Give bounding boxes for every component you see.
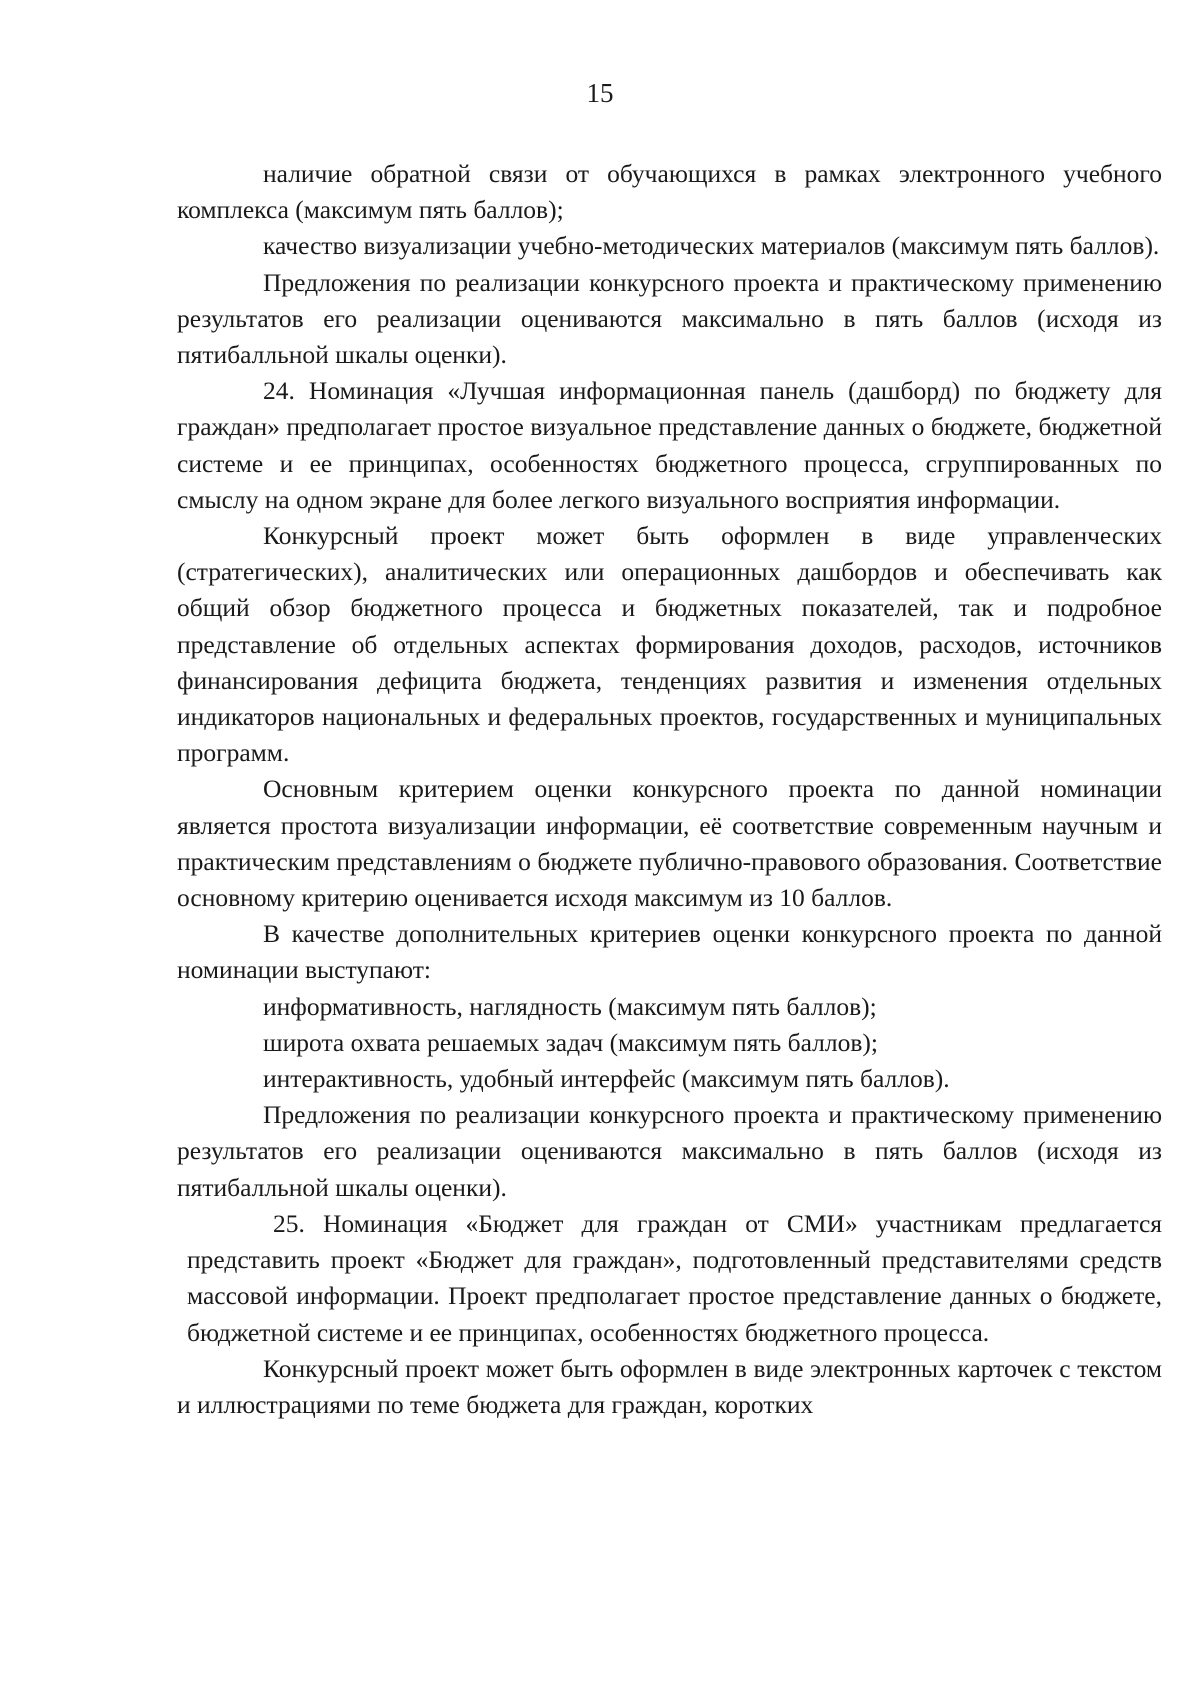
paragraph-proposals-evaluation: Предложения по реализации конкурсного проекта и практическому применению результатов его реализации оцениваются максимально в пять баллов (исходя из пятибалльной шкалы оценки). [177,267,1162,370]
paragraph-main-criterion: Основным критерием оценки конкурсного проекта по данной номинации является простота визуализации информации, её соответствие современным научным и практическим представлениям о бюджете публично-правового образования. Соответствие основному критерию оценивается исходя максимум из 10 баллов. [177,774,1162,913]
paragraph-feedback-criterion: наличие обратной связи от обучающихся в рамках электронного учебного комплекса (максимум пять баллов); [177,159,1162,225]
paragraph-media-project-format: Конкурсный проект может быть оформлен в виде электронных карточек с текстом и иллюстрациями по теме бюджета для граждан, коротких [177,1353,1162,1419]
document-body [177,156,1162,1423]
paragraph-proposals-evaluation-2: Предложения по реализации конкурсного проекта и практическому применению результатов его реализации оцениваются максимально в пять баллов (исходя из пятибалльной шкалы оценки). [177,1100,1162,1202]
paragraph-item-25-nomination: 25. Номинация «Бюджет для граждан от СМИ» участникам предлагается представить проект «Бюджет для граждан», подготовленный представителями средств массовой информации. Проект предполагает простое представление данных о бюджете, бюджетной системе и ее принципах, особенностях бюджетного процесса. [187,1208,1162,1347]
page-number: 15 [586,78,614,108]
paragraph-dashboard-project-format: Конкурсный проект может быть оформлен в виде управленческих (стратегических), аналитических или операционных дашбордов и обеспечивать как общий обзор бюджетного процесса и бюджетных показателей, так и подробное представление об отдельных аспектах формирования доходов, расходов, источников финансирования дефицита бюджета, тенденциях развития и изменения отдельных индикаторов национальных и федеральных проектов, государственных и муниципальных программ. [177,521,1162,768]
paragraph-additional-criteria-intro: В качестве дополнительных критериев оценки конкурсного проекта по данной номинации выступают: [177,919,1162,985]
criterion-task-coverage: широта охвата решаемых задач (максимум пять баллов); [263,1027,878,1057]
paragraph-visualization-criterion: качество визуализации учебно-методических материалов (максимум пять баллов). [263,231,1160,261]
criterion-interactivity: интерактивность, удобный интерфейс (максимум пять баллов). [263,1064,950,1094]
criterion-informativeness: информативность, наглядность (максимум пять баллов); [263,991,877,1021]
paragraph-item-24-nomination: 24. Номинация «Лучшая информационная панель (дашборд) по бюджету для граждан» предполагает простое визуальное представление данных о бюджете, бюджетной системе и ее принципах, особенностях бюджетного процесса, сгруппированных по смыслу на одном экране для более легкого визуального восприятия информации. [177,376,1162,514]
